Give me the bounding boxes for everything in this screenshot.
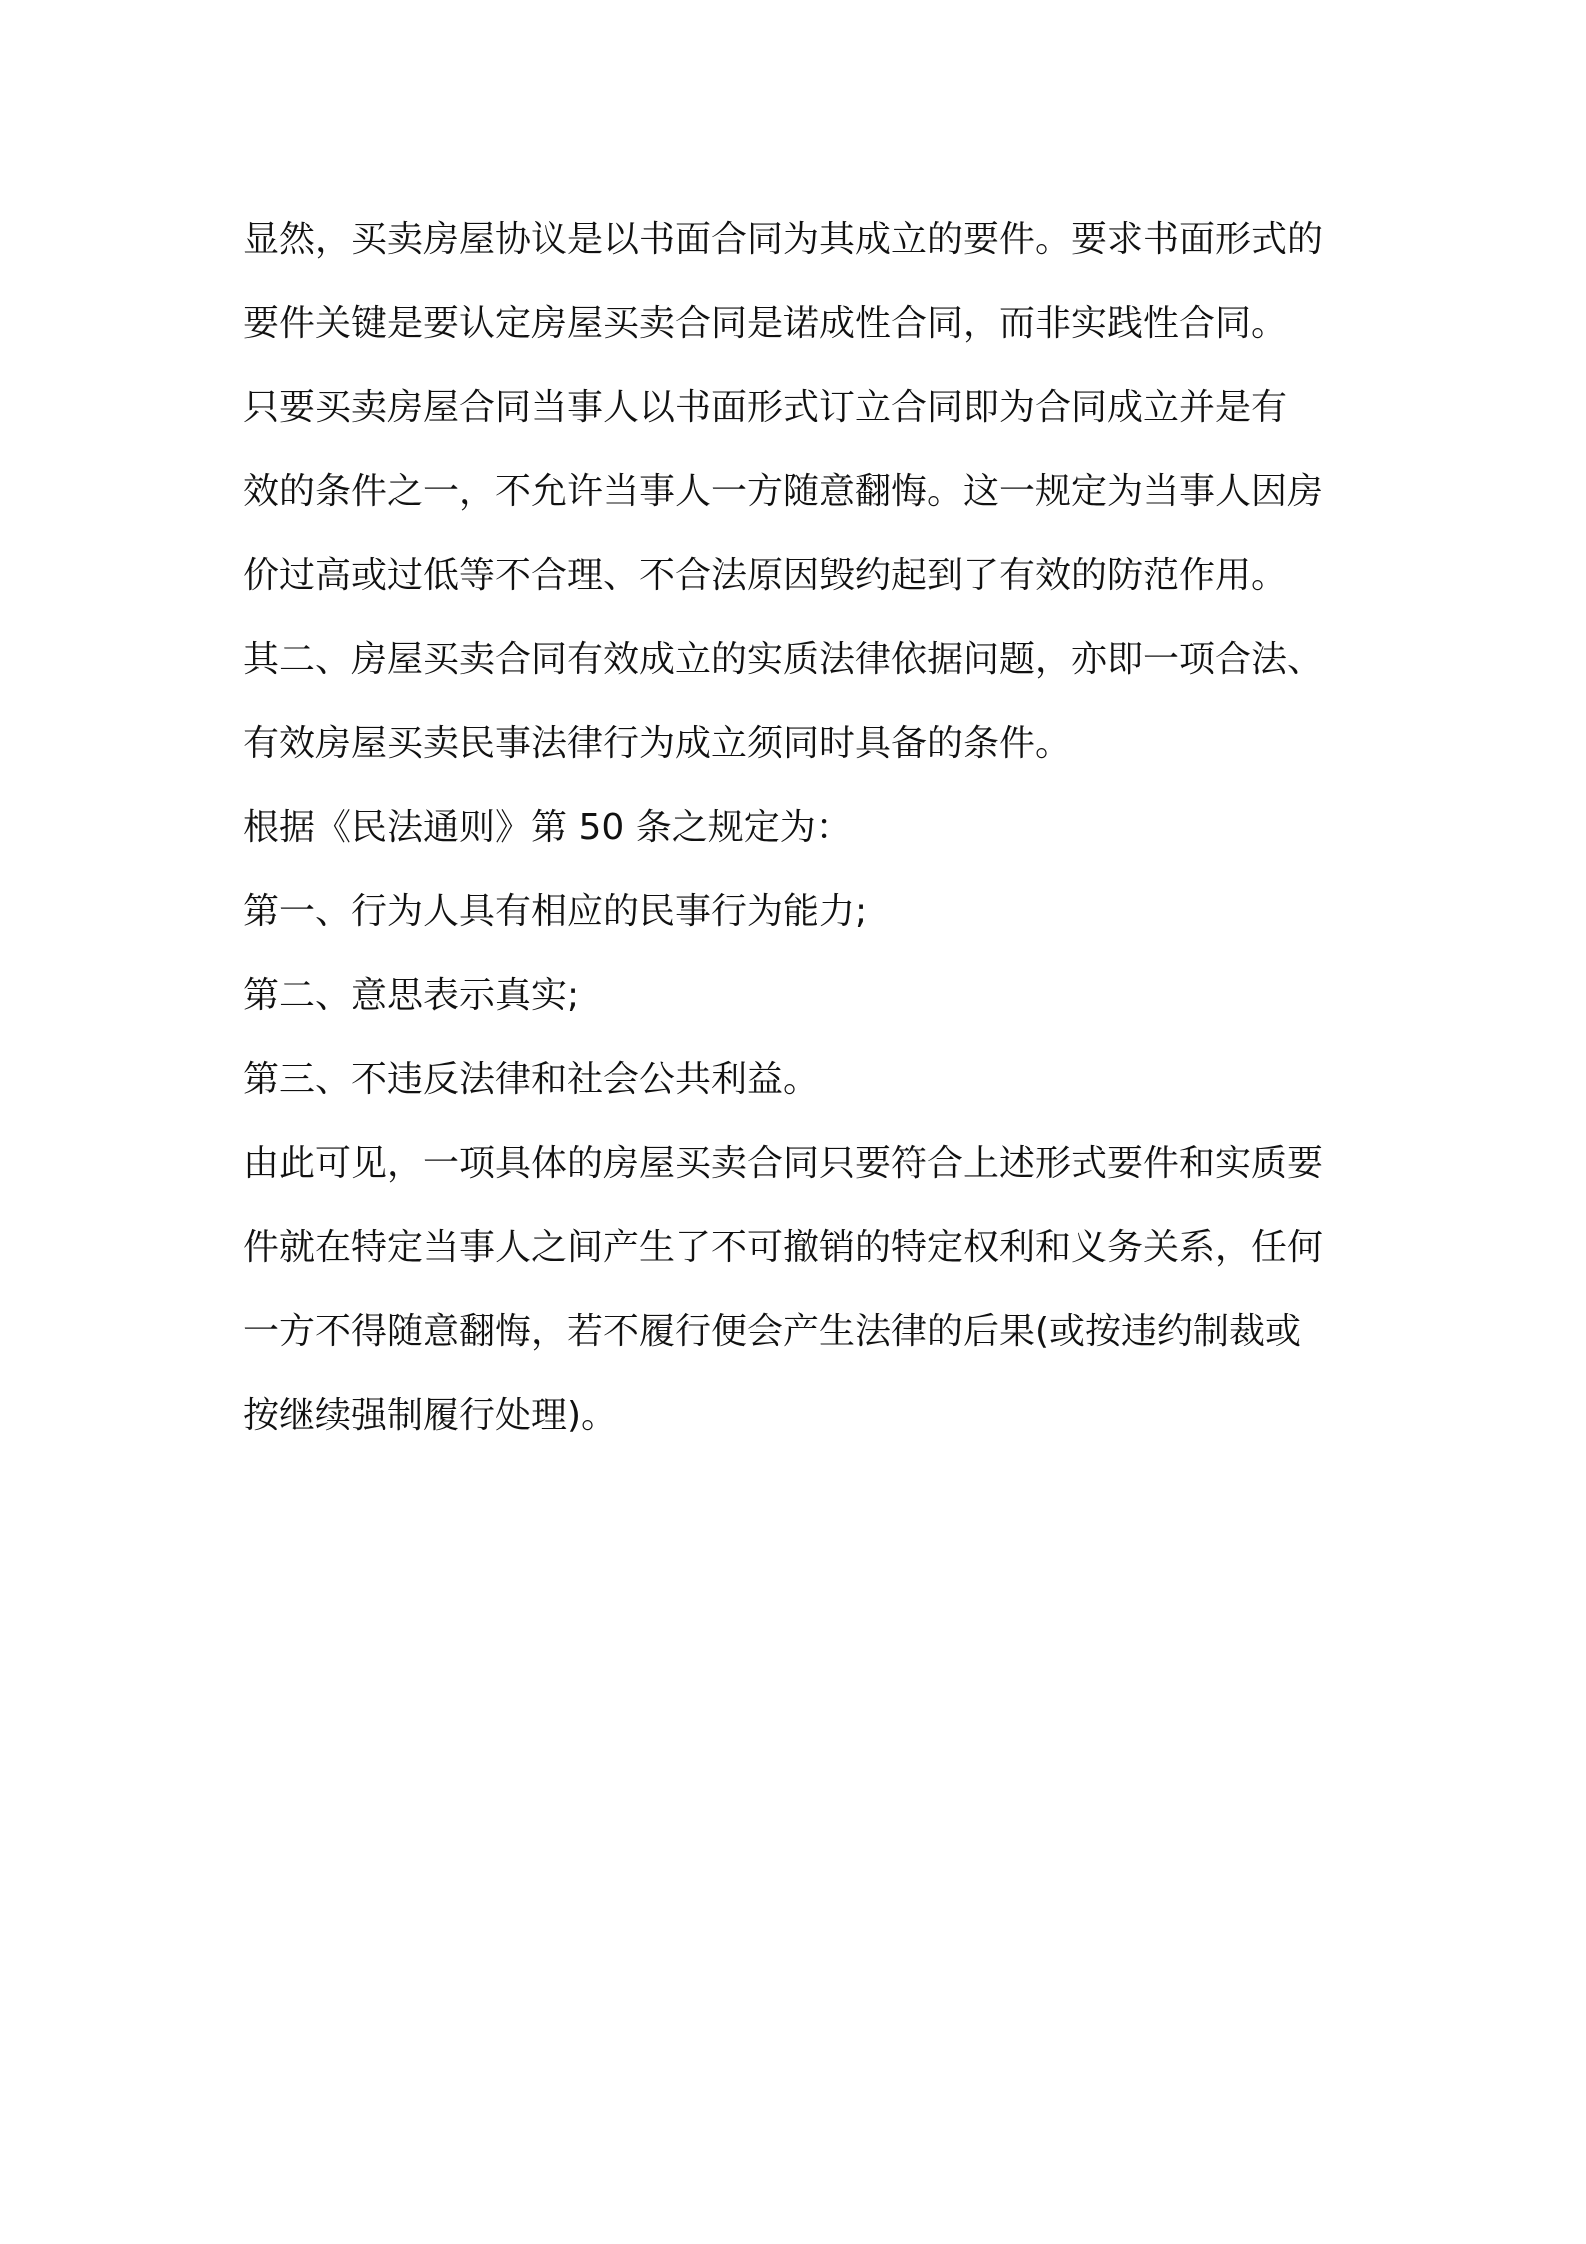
text-line: 只要买卖房屋合同当事人以书面形式订立合同即为合同成立并是有 [243, 387, 1288, 428]
text-line: 要件关键是要认定房屋买卖合同是诺成性合同，而非实践性合同。 [243, 303, 1288, 344]
text-line: 由此可见，一项具体的房屋买卖合同只要符合上述形式要件和实质要 [243, 1143, 1324, 1184]
text-line: 件就在特定当事人之间产生了不可撤销的特定权利和义务关系，任何 [243, 1227, 1324, 1268]
text-line: 价过高或过低等不合理、不合法原因毁约起到了有效的防范作用。 [243, 555, 1288, 596]
text-line: 一方不得随意翻悔，若不履行便会产生法律的后果(或按违约制裁或 [243, 1311, 1302, 1352]
text-line: 其二、房屋买卖合同有效成立的实质法律依据问题，亦即一项合法、 [243, 639, 1324, 680]
text-line: 按继续强制履行处理)。 [243, 1395, 618, 1436]
document-body [243, 198, 1363, 1458]
text-line: 第一、行为人具有相应的民事行为能力; [243, 891, 868, 932]
text-line: 显然，买卖房屋协议是以书面合同为其成立的要件。要求书面形式的 [243, 219, 1324, 260]
text-line: 根据《民法通则》第 50 条之规定为： [243, 807, 852, 848]
text-line: 第三、不违反法律和社会公共利益。 [243, 1059, 820, 1100]
text-line: 效的条件之一，不允许当事人一方随意翻悔。这一规定为当事人因房 [243, 471, 1324, 512]
text-line: 有效房屋买卖民事法律行为成立须同时具备的条件。 [243, 723, 1072, 764]
text-line: 第二、意思表示真实; [243, 975, 580, 1016]
